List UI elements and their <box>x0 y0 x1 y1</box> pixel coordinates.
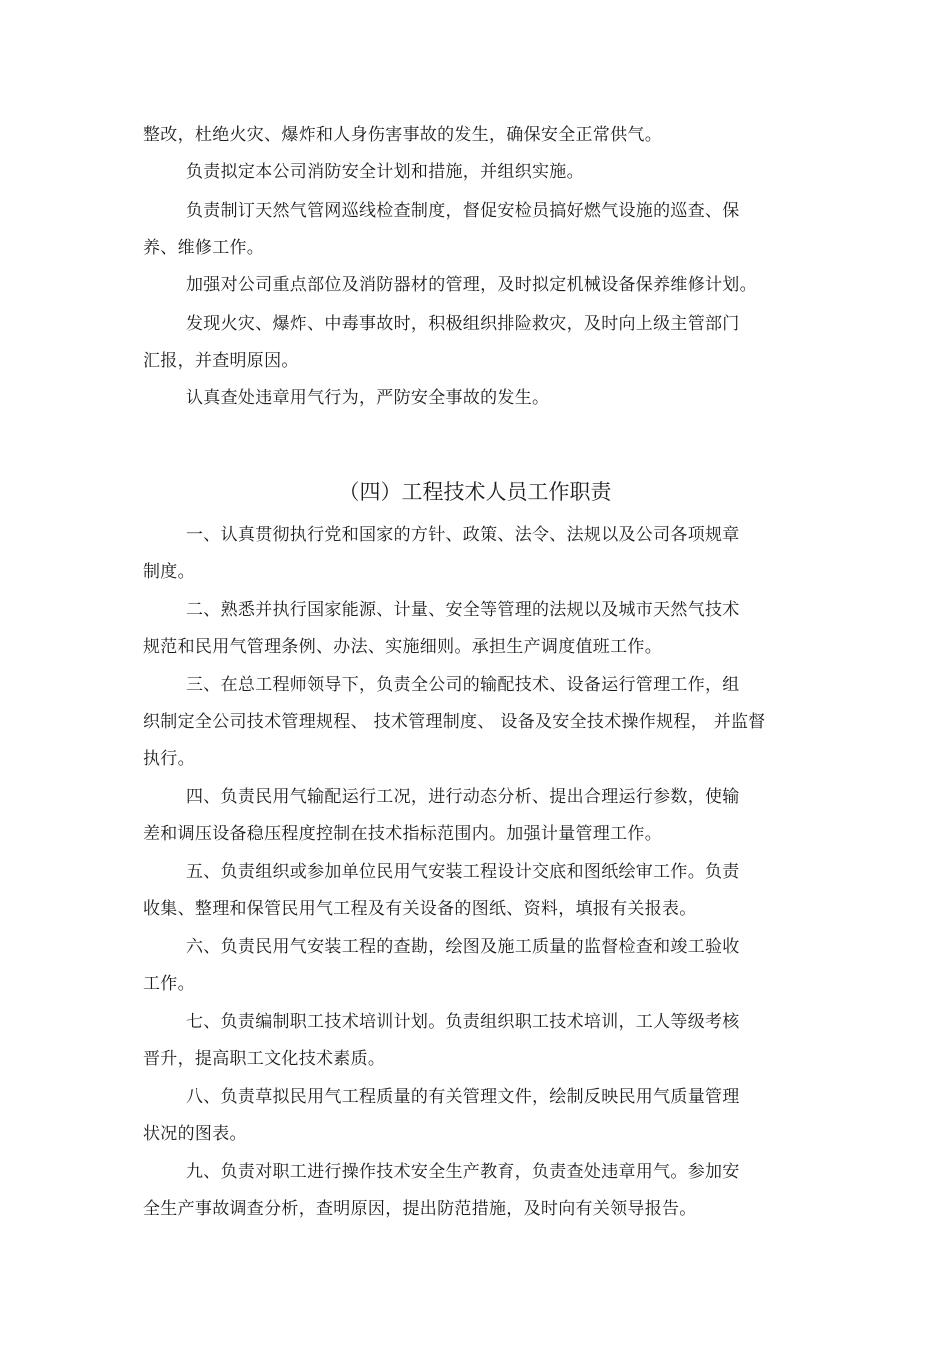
text-line: 晋升，提高职工文化技术素质。 <box>143 1049 386 1069</box>
text-line: 全生产事故调查分析，查明原因，提出防范措施，及时向有关领导报告。 <box>143 1199 697 1219</box>
text-line: 四、负责民用气输配运行工况，进行动态分析、提出合理运行参数，使输 <box>186 787 740 807</box>
text-line: 整改，杜绝火灾、爆炸和人身伤害事故的发生，确保安全正常供气。 <box>143 125 662 145</box>
text-line: 收集、整理和保管民用气工程及有关设备的图纸、资料，填报有关报表。 <box>143 899 697 919</box>
text-line: 七、负责编制职工技术培训计划。负责组织职工技术培训，工人等级考核 <box>186 1012 740 1032</box>
text-line: 三、在总工程师领导下，负责全公司的输配技术、设备运行管理工作，组 <box>186 675 740 695</box>
text-line: 六、负责民用气安装工程的查勘，绘图及施工质量的监督检查和竣工验收 <box>186 937 740 957</box>
text-line: 汇报，并查明原因。 <box>143 351 299 371</box>
text-line: 规范和民用气管理条例、办法、实施细则。承担生产调度值班工作。 <box>143 637 662 657</box>
text-line: 制度。 <box>143 562 195 582</box>
text-line: 差和调压设备稳压程度控制在技术指标范围内。加强计量管理工作。 <box>143 824 662 844</box>
text-line: 织制定全公司技术管理规程、 技术管理制度、 设备及安全技术操作规程， 并监督 <box>143 712 766 732</box>
section-heading: （四）工程技术人员工作职责 <box>338 480 612 504</box>
text-line: 工作。 <box>143 974 195 994</box>
text-line: 一、认真贯彻执行党和国家的方针、政策、法令、法规以及公司各项规章 <box>186 525 740 545</box>
text-line: 加强对公司重点部位及消防器材的管理，及时拟定机械设备保养维修计划。 <box>186 275 757 295</box>
text-line: 执行。 <box>143 749 195 769</box>
text-line: 九、负责对职工进行操作技术安全生产教育，负责查处违章用气。参加安 <box>186 1162 740 1182</box>
text-line: 五、负责组织或参加单位民用气安装工程设计交底和图纸绘审工作。负责 <box>186 862 740 882</box>
text-line: 负责拟定本公司消防安全计划和措施，并组织实施。 <box>186 162 584 182</box>
text-line: 状况的图表。 <box>143 1124 247 1144</box>
text-line: 认真查处违章用气行为，严防安全事故的发生。 <box>186 388 550 408</box>
text-line: 二、熟悉并执行国家能源、计量、安全等管理的法规以及城市天然气技术 <box>186 600 740 620</box>
text-line: 发现火灾、爆炸、中毒事故时，积极组织排险救灾，及时向上级主管部门 <box>186 314 740 334</box>
text-line: 负责制订天然气管网巡线检查制度，督促安检员搞好燃气设施的巡查、保 <box>186 201 740 221</box>
text-line: 养、维修工作。 <box>143 238 265 258</box>
text-line: 八、负责草拟民用气工程质量的有关管理文件，绘制反映民用气质量管理 <box>186 1087 740 1107</box>
